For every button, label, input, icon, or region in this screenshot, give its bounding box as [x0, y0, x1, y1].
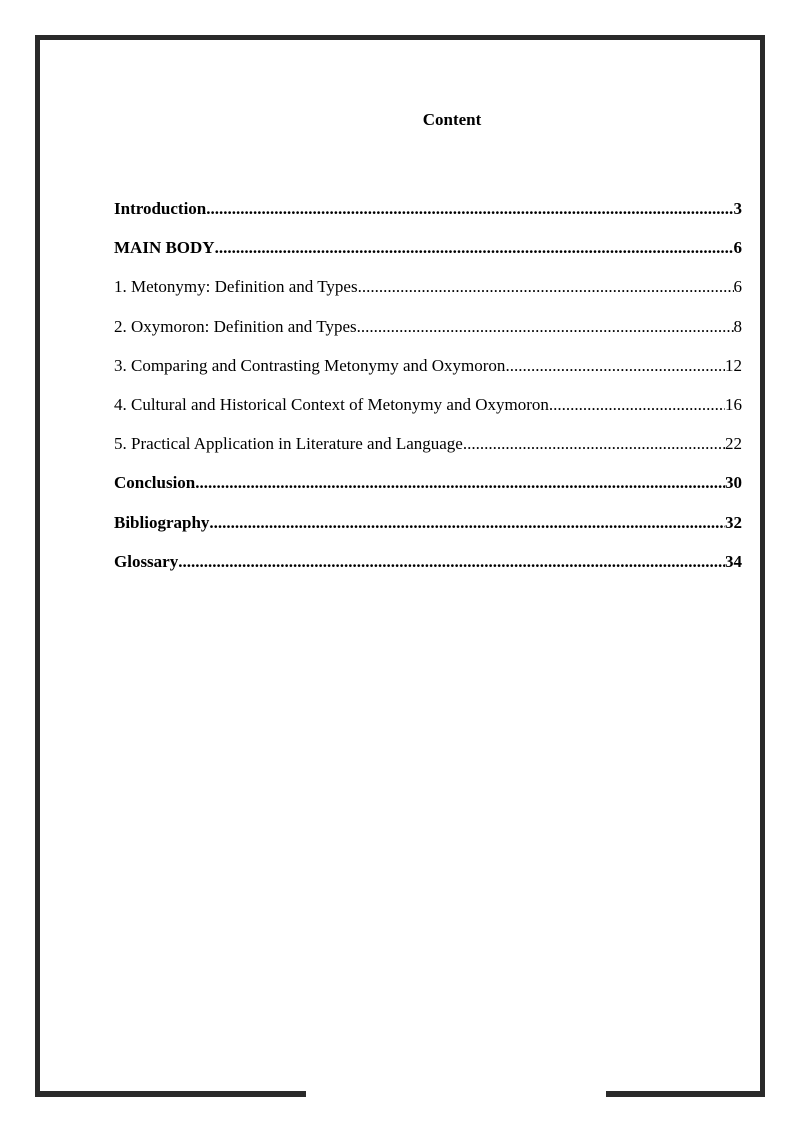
toc-page-number: 16: [725, 394, 742, 414]
toc-entry-glossary[interactable]: [114, 550, 742, 589]
page-border-bottom-left: [35, 1091, 306, 1097]
toc-page-number: 6: [733, 238, 742, 258]
toc-dot-leader: [209, 511, 725, 535]
toc-entry-main-body[interactable]: [114, 236, 742, 275]
toc-entry-metonymy[interactable]: [114, 275, 742, 314]
toc-page-number: 30: [725, 473, 742, 493]
toc-dot-leader: [357, 315, 734, 339]
toc-page-number: 22: [725, 434, 742, 454]
toc-entry-label: Glossary: [114, 551, 179, 571]
toc-dot-leader: [206, 197, 733, 221]
toc-entry-cultural-context[interactable]: [114, 393, 742, 432]
toc-page-number: 32: [725, 512, 742, 532]
page-border-bottom-right: [606, 1091, 765, 1097]
toc-page-number: 6: [733, 277, 742, 297]
toc-entry-introduction[interactable]: [114, 197, 742, 236]
page-title: Content: [422, 110, 482, 129]
toc-entry-bibliography[interactable]: [114, 511, 742, 550]
page-border-top: [35, 35, 765, 40]
toc-entry-comparing[interactable]: [114, 354, 742, 393]
toc-dot-leader: [505, 354, 725, 378]
toc-dot-leader: [549, 393, 725, 417]
toc-entry-conclusion[interactable]: [114, 471, 742, 510]
toc-entry-label: 2. Oxymoron: Definition and Types: [114, 316, 357, 336]
page-border-right: [760, 35, 765, 1097]
toc-entry-label: Bibliography: [114, 512, 210, 532]
toc-entry-label: Introduction: [114, 199, 207, 218]
toc-entry-oxymoron[interactable]: [114, 315, 742, 354]
toc-entry-label: 4. Cultural and Historical Context of Metonymy and Oxymoron: [114, 394, 549, 414]
table-of-contents: [114, 197, 742, 589]
toc-entry-label: 3. Comparing and Contrasting Metonymy and Oxymoron: [114, 355, 506, 375]
toc-entry-label: Conclusion: [114, 473, 196, 493]
toc-page-number: 12: [725, 355, 742, 375]
toc-entry-label: 5. Practical Application in Literature and Language: [114, 434, 463, 454]
toc-page-number: 3: [733, 199, 742, 218]
toc-entry-label: MAIN BODY: [114, 238, 215, 258]
toc-dot-leader: [195, 471, 725, 495]
page-border-left: [35, 35, 40, 1097]
toc-page-number: 8: [733, 316, 742, 336]
toc-entry-practical-application[interactable]: [114, 432, 742, 471]
toc-dot-leader: [215, 236, 734, 260]
toc-dot-leader: [358, 275, 734, 299]
toc-entry-label: 1. Metonymy: Definition and Types: [114, 277, 358, 297]
toc-dot-leader: [463, 432, 725, 456]
toc-page-number: 34: [725, 551, 742, 571]
toc-dot-leader: [178, 550, 725, 574]
